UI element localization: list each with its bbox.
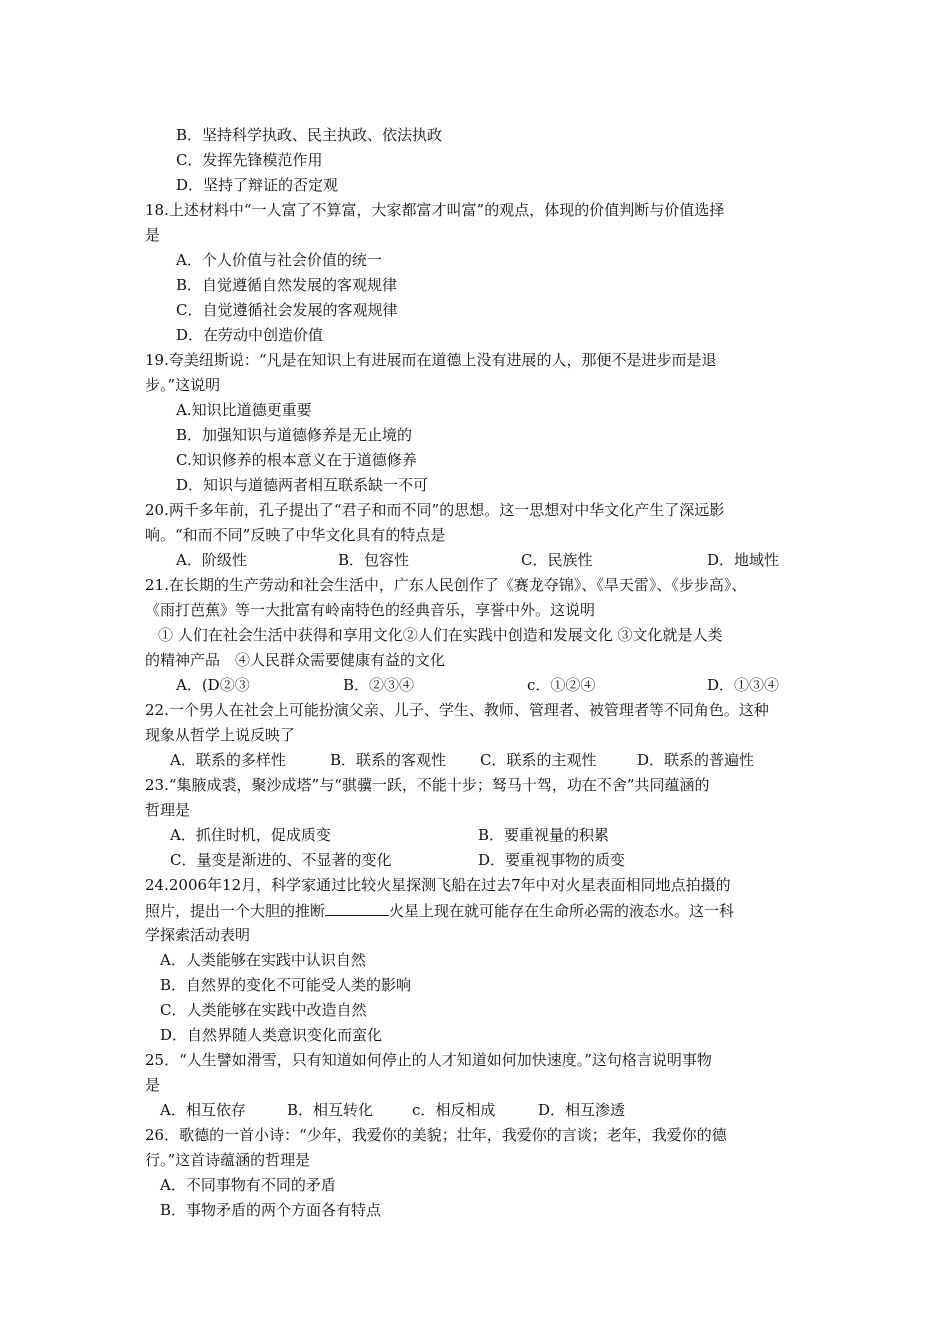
q18-stem: 18.上述材料中“一人富了不算富，大家都富才叫富”的观点，体现的价值判断与价值选择 <box>145 201 725 219</box>
q22-option-c: C．联系的主观性 <box>480 751 597 769</box>
q21-statements-cont: 的精神产品 ④人民群众需要健康有益的文化 <box>145 651 446 669</box>
q18-option-d: D．在劳动中创造价值 <box>176 326 324 344</box>
q18-option-a: A．个人价值与社会价值的统一 <box>176 251 382 269</box>
q20-stem: 20.两千多年前，孔子提出了“君子和而不同”的思想。这一思想对中华文化产生了深远影 <box>145 501 725 519</box>
q24-stem: 24.2006年12月，科学家通过比较火星探测飞船在过去7年中对火星表面相同地点拍摄的 <box>145 876 731 894</box>
answer-blank <box>325 901 389 916</box>
q21-option-d: D．①③④ <box>707 676 780 694</box>
q24-option-a: A．人类能够在实践中认识自然 <box>160 951 366 969</box>
q19-option-d: D．知识与道德两者相互联系缺一不可 <box>176 476 429 494</box>
q22-stem-cont: 现象从哲学上说反映了 <box>145 726 296 744</box>
q24-stem-cont <box>145 901 734 920</box>
q22-stem: 22.一个男人在社会上可能扮演父亲、儿子、学生、教师、管理者、被管理者等不同角色。这种 <box>145 701 769 719</box>
q17-option-c: C．发挥先锋模范作用 <box>176 151 323 169</box>
q21-stem-cont: 《雨打芭蕉》等一大批富有岭南特色的经典音乐，享誉中外。这说明 <box>145 601 596 619</box>
q24-stem-cont2: 学探索活动表明 <box>145 926 251 944</box>
q19-stem-cont: 步。”这说明 <box>145 376 221 394</box>
q23-option-b: B．要重视量的积累 <box>478 826 610 844</box>
q26-option-b: B．事物矛盾的两个方面各有特点 <box>160 1201 382 1219</box>
q24-option-d: D．自然界随人类意识变化而蛮化 <box>160 1026 383 1044</box>
q19-option-c: C.知识修养的根本意义在于道德修养 <box>176 451 417 469</box>
q18-stem-cont: 是 <box>145 226 161 244</box>
q25-option-a: A．相互依存 <box>160 1101 246 1119</box>
q26-stem: 26．歌德的一首小诗：“少年，我爱你的美貌；壮年，我爱你的言谈；老年，我爱你的德 <box>145 1126 727 1144</box>
q22-option-b: B．联系的客观性 <box>330 751 447 769</box>
q17-option-b: B．坚持科学执政、民主执政、依法执政 <box>176 126 443 144</box>
q21-option-b: B．②③④ <box>343 676 415 694</box>
q23-option-d: D．要重视事物的质变 <box>478 851 626 869</box>
q21-statements: ① 人们在社会生活中获得和享用文化②人们在实践中创造和发展文化 ③文化就是人类 <box>158 626 723 644</box>
q20-option-a: A．阶级性 <box>176 551 247 569</box>
q20-stem-cont: 响。“和而不同”反映了中华文化具有的特点是 <box>145 526 446 544</box>
q22-option-d: D．联系的普遍性 <box>637 751 755 769</box>
q25-option-d: D．相互渗透 <box>538 1101 626 1119</box>
q25-stem: 25．“人生譬如滑雪，只有知道如何停止的人才知道如何加快速度。”这句格言说明事物 <box>145 1051 712 1069</box>
q20-option-b: B．包容性 <box>338 551 410 569</box>
q17-option-d: D．坚持了辩证的否定观 <box>176 176 339 194</box>
q22-option-a: A．联系的多样性 <box>170 751 286 769</box>
q23-stem: 23.“集腋成裘，聚沙成塔”与“骐骥一跃，不能十步；驽马十驾，功在不舍”共同蕴涵的 <box>145 776 710 794</box>
q19-option-b: B．加强知识与道德修养是无止境的 <box>176 426 413 444</box>
q23-stem-cont: 哲理是 <box>145 801 191 819</box>
q23-option-a: A．抓住时机，促成质变 <box>170 826 331 844</box>
q18-option-b: B．自觉遵循自然发展的客观规律 <box>176 276 398 294</box>
q24-stem-part2: 火星上现在就可能存在生命所必需的液态水。这一科 <box>389 902 735 920</box>
q24-option-c: C．人类能够在实践中改造自然 <box>160 1001 367 1019</box>
q20-option-c: C．民族性 <box>521 551 593 569</box>
q19-stem: 19.夸美纽斯说：“凡是在知识上有进展而在道德上没有进展的人，那便不是进步而是退 <box>145 351 717 369</box>
q24-option-b: B．自然界的变化不可能受人类的影响 <box>160 976 412 994</box>
q25-option-b: B．相互转化 <box>287 1101 374 1119</box>
q21-stem: 21.在长期的生产劳动和社会生活中，广东人民创作了《赛龙夺锦》、《旱天雷》、《步步高》、 <box>145 576 747 594</box>
q19-option-a: A.知识比道德更重要 <box>176 401 312 419</box>
q26-option-a: A．不同事物有不同的矛盾 <box>160 1176 336 1194</box>
q25-stem-cont: 是 <box>145 1076 161 1094</box>
q26-stem-cont: 行。”这首诗蕴涵的哲理是 <box>145 1151 311 1169</box>
q18-option-c: C．自觉遵循社会发展的客观规律 <box>176 301 398 319</box>
q21-option-a: A．(D②③ <box>176 676 250 694</box>
q24-stem-part1: 照片，提出一个大胆的推断 <box>145 902 326 920</box>
q21-option-c: c．①②④ <box>527 676 596 694</box>
q23-option-c: C．量变是渐进的、不显著的变化 <box>170 851 392 869</box>
q25-option-c: c．相反相成 <box>412 1101 496 1119</box>
q20-option-d: D．地域性 <box>707 551 780 569</box>
